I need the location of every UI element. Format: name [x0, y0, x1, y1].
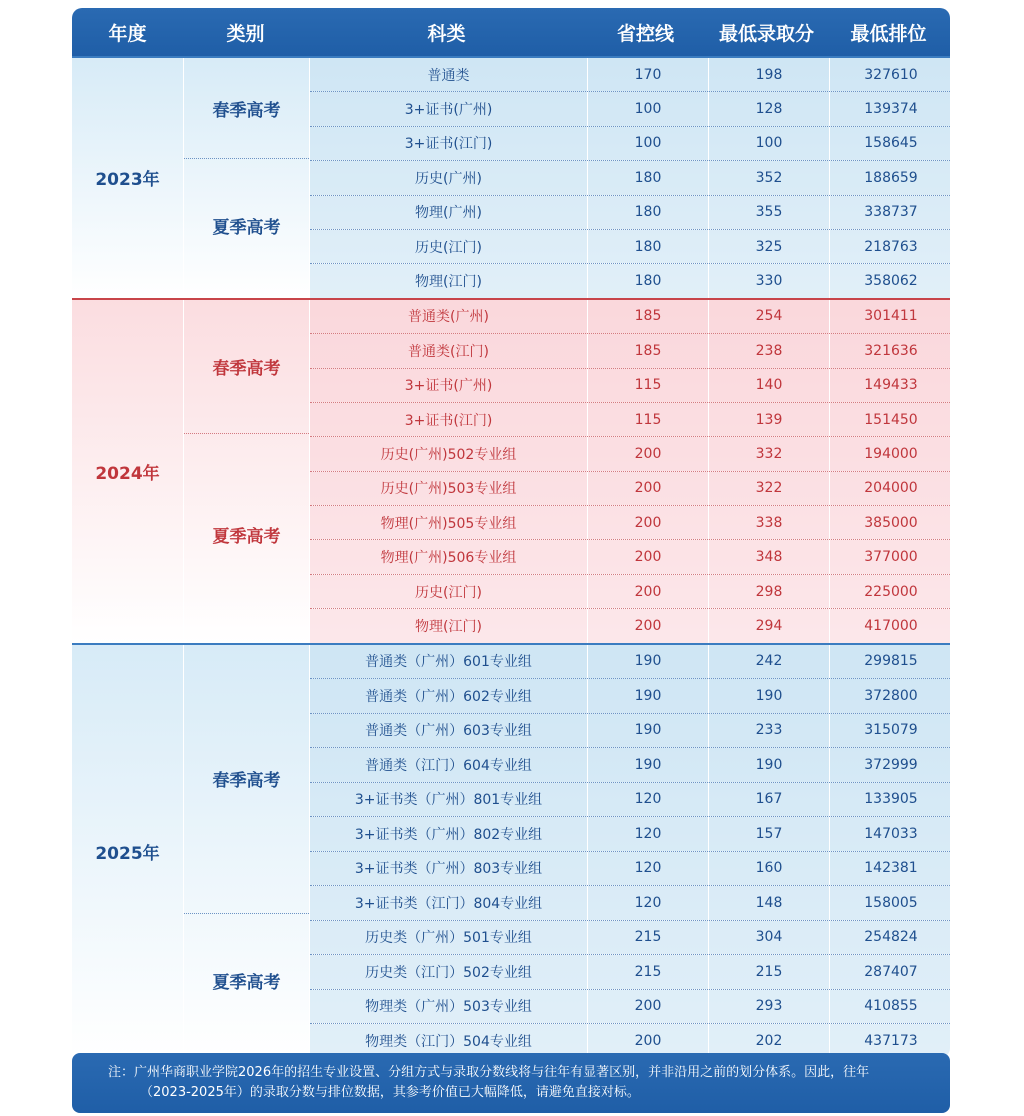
table-row [310, 539, 950, 573]
table-header [72, 8, 950, 56]
control-line-cell: 200 [587, 575, 708, 608]
table-row [310, 300, 950, 333]
min-rank-cell: 151450 [829, 403, 950, 436]
min-rank-cell: 377000 [829, 540, 950, 573]
min-rank-cell: 321636 [829, 334, 950, 367]
header-min-score: 最低录取分 [718, 22, 814, 45]
min-score-cell: 215 [708, 955, 829, 989]
rows-column [310, 645, 950, 1058]
category-cell: 春季高考 [212, 100, 281, 121]
admission-score-table [72, 8, 950, 1058]
min-rank-cell: 149433 [829, 369, 950, 402]
min-score-cell: 148 [708, 886, 829, 920]
table-row [310, 436, 950, 470]
subject-cell: 普通类 [310, 58, 587, 91]
control-line-cell: 180 [587, 161, 708, 194]
table-row [310, 402, 950, 436]
subject-cell: 3+证书(广州) [310, 92, 587, 125]
table-row [310, 782, 950, 817]
subject-cell: 普通类（广州）601专业组 [310, 645, 587, 679]
year-block [72, 56, 950, 298]
year-block [72, 643, 950, 1058]
table-row [310, 608, 950, 642]
min-rank-cell: 372999 [829, 748, 950, 782]
control-line-cell: 115 [587, 369, 708, 402]
subject-cell: 物理(江门) [310, 264, 587, 297]
category-column [183, 300, 310, 643]
subject-cell: 历史类（江门）502专业组 [310, 955, 587, 989]
subject-cell: 普通类(江门) [310, 334, 587, 367]
table-row [310, 678, 950, 713]
min-score-cell: 140 [708, 369, 829, 402]
table-row [310, 91, 950, 125]
subject-cell: 3+证书(江门) [310, 127, 587, 160]
control-line-cell: 215 [587, 955, 708, 989]
min-rank-cell: 315079 [829, 714, 950, 748]
category-column [183, 645, 310, 1058]
subject-cell: 历史(广州)502专业组 [310, 437, 587, 470]
control-line-cell: 200 [587, 990, 708, 1024]
header-year: 年度 [108, 22, 147, 45]
control-line-cell: 185 [587, 300, 708, 333]
min-score-cell: 304 [708, 921, 829, 955]
table-row [310, 885, 950, 920]
control-line-cell: 115 [587, 403, 708, 436]
control-line-cell: 180 [587, 230, 708, 263]
subject-cell: 物理类（江门）504专业组 [310, 1024, 587, 1058]
subject-cell: 普通类（江门）604专业组 [310, 748, 587, 782]
min-score-cell: 348 [708, 540, 829, 573]
control-line-cell: 100 [587, 92, 708, 125]
control-line-cell: 185 [587, 334, 708, 367]
min-score-cell: 167 [708, 783, 829, 817]
subject-cell: 普通类（广州）602专业组 [310, 679, 587, 713]
subject-cell: 物理类（广州）503专业组 [310, 990, 587, 1024]
table-row [310, 920, 950, 955]
header-control-line: 省控线 [616, 22, 674, 45]
min-rank-cell: 204000 [829, 472, 950, 505]
table-row [310, 126, 950, 160]
control-line-cell: 190 [587, 748, 708, 782]
control-line-cell: 120 [587, 817, 708, 851]
min-rank-cell: 338737 [829, 196, 950, 229]
year-block [72, 298, 950, 643]
min-rank-cell: 188659 [829, 161, 950, 194]
subject-cell: 物理(广州)506专业组 [310, 540, 587, 573]
subject-cell: 普通类(广州) [310, 300, 587, 333]
min-score-cell: 198 [708, 58, 829, 91]
control-line-cell: 190 [587, 679, 708, 713]
footnote-line-2: （2023-2025年）的录取分数与排位数据，其参考价值已大幅降低，请避免直接对标。 [140, 1085, 640, 1100]
table-row [310, 505, 950, 539]
subject-cell: 历史(广州) [310, 161, 587, 194]
category-cell: 春季高考 [212, 771, 281, 792]
min-score-cell: 233 [708, 714, 829, 748]
min-rank-cell: 158645 [829, 127, 950, 160]
min-score-cell: 330 [708, 264, 829, 297]
min-score-cell: 325 [708, 230, 829, 263]
table-row [310, 229, 950, 263]
table-row [310, 333, 950, 367]
min-rank-cell: 372800 [829, 679, 950, 713]
subject-cell: 3+证书(江门) [310, 403, 587, 436]
min-score-cell: 190 [708, 679, 829, 713]
min-score-cell: 254 [708, 300, 829, 333]
control-line-cell: 100 [587, 127, 708, 160]
min-score-cell: 190 [708, 748, 829, 782]
subject-cell: 3+证书类（广州）801专业组 [310, 783, 587, 817]
min-rank-cell: 437173 [829, 1024, 950, 1058]
subject-cell: 历史(江门) [310, 575, 587, 608]
min-score-cell: 242 [708, 645, 829, 679]
control-line-cell: 190 [587, 714, 708, 748]
subject-cell: 历史(江门) [310, 230, 587, 263]
min-rank-cell: 301411 [829, 300, 950, 333]
min-score-cell: 157 [708, 817, 829, 851]
control-line-cell: 180 [587, 196, 708, 229]
table-row [310, 851, 950, 886]
table-body [72, 56, 950, 1058]
min-score-cell: 352 [708, 161, 829, 194]
min-score-cell: 355 [708, 196, 829, 229]
table-row [310, 263, 950, 297]
control-line-cell: 200 [587, 1024, 708, 1058]
table-row [310, 160, 950, 194]
table-row [310, 645, 950, 679]
min-rank-cell: 225000 [829, 575, 950, 608]
control-line-cell: 200 [587, 540, 708, 573]
min-score-cell: 332 [708, 437, 829, 470]
min-rank-cell: 147033 [829, 817, 950, 851]
footnote [72, 1053, 950, 1113]
min-score-cell: 100 [708, 127, 829, 160]
control-line-cell: 180 [587, 264, 708, 297]
subject-cell: 物理(广州) [310, 196, 587, 229]
min-rank-cell: 417000 [829, 609, 950, 642]
control-line-cell: 200 [587, 609, 708, 642]
min-score-cell: 298 [708, 575, 829, 608]
min-score-cell: 294 [708, 609, 829, 642]
min-score-cell: 238 [708, 334, 829, 367]
table-row [310, 816, 950, 851]
control-line-cell: 215 [587, 921, 708, 955]
subject-cell: 物理(广州)505专业组 [310, 506, 587, 539]
table-row [310, 713, 950, 748]
table-row [310, 747, 950, 782]
table-row [310, 195, 950, 229]
table-row [310, 954, 950, 989]
table-row [310, 471, 950, 505]
header-category: 类别 [226, 22, 265, 45]
min-rank-cell: 410855 [829, 990, 950, 1024]
rows-column [310, 300, 950, 643]
category-column [183, 58, 310, 298]
min-rank-cell: 218763 [829, 230, 950, 263]
min-rank-cell: 287407 [829, 955, 950, 989]
min-rank-cell: 385000 [829, 506, 950, 539]
min-rank-cell: 133905 [829, 783, 950, 817]
year-cell: 2023年 [95, 170, 160, 191]
category-cell: 夏季高考 [184, 433, 309, 634]
min-rank-cell: 299815 [829, 645, 950, 679]
control-line-cell: 190 [587, 645, 708, 679]
table-row [310, 989, 950, 1024]
table-row [310, 574, 950, 608]
control-line-cell: 120 [587, 852, 708, 886]
min-rank-cell: 139374 [829, 92, 950, 125]
control-line-cell: 200 [587, 506, 708, 539]
subject-cell: 历史类（广州）501专业组 [310, 921, 587, 955]
min-score-cell: 293 [708, 990, 829, 1024]
year-cell: 2024年 [95, 463, 160, 484]
control-line-cell: 200 [587, 472, 708, 505]
table-row [310, 368, 950, 402]
min-score-cell: 139 [708, 403, 829, 436]
footnote-line-1: 注：广州华商职业学院2026年的招生专业设置、分组方式与录取分数线将与往年有显著区别，并非沿用之前的划分体系。因此，往年 [108, 1065, 870, 1080]
min-rank-cell: 142381 [829, 852, 950, 886]
min-rank-cell: 158005 [829, 886, 950, 920]
min-rank-cell: 327610 [829, 58, 950, 91]
min-score-cell: 160 [708, 852, 829, 886]
control-line-cell: 120 [587, 783, 708, 817]
subject-cell: 3+证书(广州) [310, 369, 587, 402]
category-cell: 夏季高考 [184, 913, 309, 1048]
table-row [310, 58, 950, 91]
subject-cell: 历史(广州)503专业组 [310, 472, 587, 505]
min-score-cell: 338 [708, 506, 829, 539]
rows-column [310, 58, 950, 298]
min-rank-cell: 194000 [829, 437, 950, 470]
year-cell: 2025年 [95, 843, 160, 864]
min-score-cell: 322 [708, 472, 829, 505]
control-line-cell: 170 [587, 58, 708, 91]
header-subject: 科类 [427, 22, 466, 45]
min-rank-cell: 358062 [829, 264, 950, 297]
subject-cell: 3+证书类（广州）803专业组 [310, 852, 587, 886]
subject-cell: 物理(江门) [310, 609, 587, 642]
control-line-cell: 120 [587, 886, 708, 920]
category-cell: 夏季高考 [184, 158, 309, 293]
min-score-cell: 128 [708, 92, 829, 125]
min-rank-cell: 254824 [829, 921, 950, 955]
header-min-rank: 最低排位 [850, 22, 927, 45]
subject-cell: 3+证书类（江门）804专业组 [310, 886, 587, 920]
subject-cell: 3+证书类（广州）802专业组 [310, 817, 587, 851]
control-line-cell: 200 [587, 437, 708, 470]
min-score-cell: 202 [708, 1024, 829, 1058]
category-cell: 春季高考 [212, 359, 281, 380]
subject-cell: 普通类（广州）603专业组 [310, 714, 587, 748]
